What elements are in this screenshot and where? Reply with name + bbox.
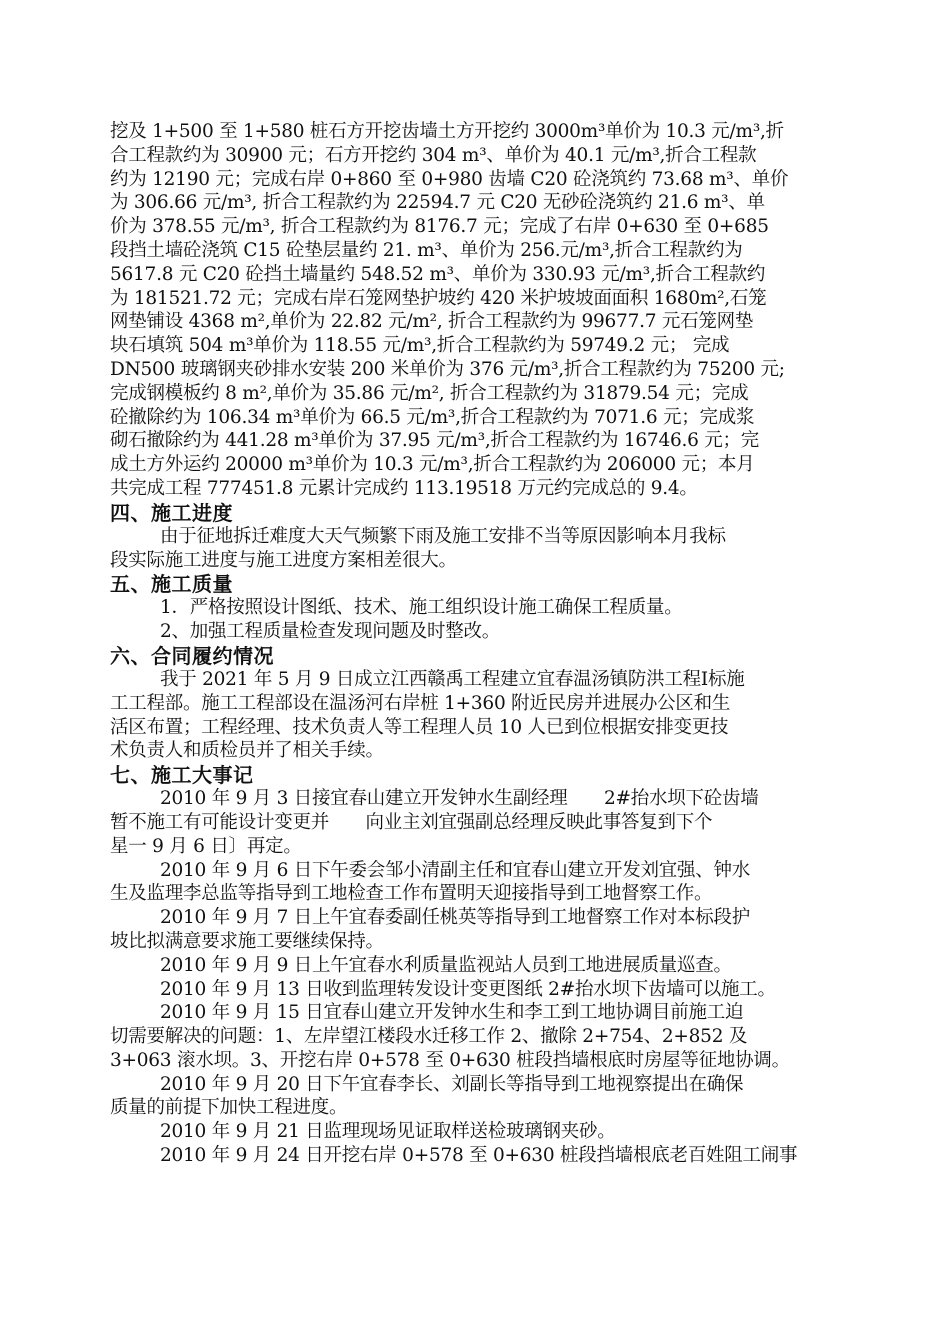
text-line: 约为 12190 元；完成右岸 0+860 至 0+980 齿墙 C20 砼浇筑约 73.68 m³、单价 [110, 168, 789, 190]
event-line: 2010 年 9 月 20 日下午宜春李长、刘副长等指导到工地视察提出在确保 [160, 1073, 744, 1095]
event-line: 生及监理李总监等指导到工地检查工作布置明天迎接指导到工地督察工作。 [110, 883, 713, 905]
text-line: 成土方外运约 20000 m³单价为 10.3 元/m³,折合工程款约为 206000 元；本月 [110, 454, 755, 476]
text-line: 合工程款约为 30900 元；石方开挖约 304 m³、单价为 40.1 元/m³,折合工程款 [110, 144, 757, 166]
text-line: 块石填筑 504 m³单价为 118.55 元/m³,折合工程款约为 59749.2 元； 完成 [110, 335, 730, 357]
event-line: 3+063 滚水坝。3、开挖右岸 0+578 至 0+630 桩段挡墙根底时房屋等征地协调。 [110, 1049, 790, 1071]
event-line: 质量的前提下加快工程进度。 [110, 1097, 348, 1119]
event-line: 2010 年 9 月 7 日上午宜春委副任桃英等指导到工地督察工作对本标段护 [160, 907, 751, 929]
text-line: 砼撤除约为 106.34 m³单价为 66.5 元/m³,折合工程款约为 7071.6 元；完成浆 [110, 406, 755, 428]
event-line: 2010 年 9 月 6 日下午委会邹小清副主任和宜春山建立开发刘宜强、钟水 [160, 859, 751, 881]
text-line: 活区布置；工程经理、技术负责人等工程理人员 10 人已到位根据安排变更技 [110, 716, 729, 738]
text-line: 网垫铺设 4368 m²,单价为 22.82 元/m², 折合工程款约为 99677.7 元石笼网垫 [110, 311, 754, 333]
text-line: 术负责人和质检员并了相关手续。 [110, 740, 384, 762]
text-line: 砌石撤除约为 441.28 m³单价为 37.95 元/m³,折合工程款约为 16746.6 元；完 [110, 430, 760, 452]
text-line: DN500 玻璃钢夹砂排水安装 200 米单价为 376 元/m³,折合工程款约为 75200 元; [110, 358, 785, 380]
text-line: 价为 378.55 元/m³, 折合工程款约为 8176.7 元；完成了右岸 0+630 至 0+685 [110, 216, 769, 238]
section-heading-contract: 六、合同履约情况 [110, 643, 274, 668]
events-list [110, 787, 858, 1168]
text-line: 5617.8 元 C20 砼挡土墙量约 548.52 m³、单价为 330.93 元/m³,折合工程款约 [110, 263, 766, 285]
event-line: 2010 年 9 月 15 日宜春山建立开发钟水生和李工到工地协调目前施工迫 [160, 1002, 744, 1024]
text-line: 由于征地拆迁难度大天气频繁下雨及施工安排不当等原因影响本月我标 [160, 525, 726, 547]
event-line: 2010 年 9 月 24 日开挖右岸 0+578 至 0+630 桩段挡墙根底老百姓阻工闹事 [160, 1145, 798, 1167]
text-line: 段实际施工进度与施工进度方案相差很大。 [110, 549, 457, 571]
event-line: 坡比拟满意要求施工要继续保持。 [110, 930, 384, 952]
text-line: 共完成工程 777451.8 元累计完成约 113.19518 万元约完成总的 9.4。 [110, 477, 698, 499]
text-line: 段挡土墙砼浇筑 C15 砼垫层量约 21. m³、单价为 256.元/m³,折合工程款约为 [110, 239, 743, 261]
text-line: 我于 2021 年 5 月 9 日成立江西赣禹工程建立宜春温汤镇防洪工程Ⅰ标施 [160, 668, 745, 690]
event-line: 星一 9 月 6 日〕再定。 [110, 835, 302, 857]
section-heading-quality: 五、施工质量 [110, 572, 233, 597]
list-item: 2、加强工程质量检查发现问题及时整改。 [160, 621, 501, 643]
event-line: 切需要解决的问题：1、左岸望江楼段水迁移工作 2、撤除 2+754、2+852 及 [110, 1026, 748, 1048]
document-page [110, 120, 858, 1168]
event-line: 暂不施工有可能设计变更并 向业主刘宜强副总经理反映此事答复到下个 [110, 811, 713, 833]
text-line: 工工程部。施工工程部设在温汤河右岸桩 1+360 附近民房并进展办公区和生 [110, 692, 731, 714]
cost-paragraph [110, 120, 858, 501]
event-line: 2010 年 9 月 9 日上午宜春水利质量监视站人员到工地进展质量巡查。 [160, 954, 732, 976]
event-line: 2010 年 9 月 13 日收到监理转发设计变更图纸 2#抬水坝下齿墙可以施工。 [160, 978, 776, 1000]
event-line: 2010 年 9 月 3 日接宜春山建立开发钟水生副经理 2#抬水坝下砼齿墙 [160, 788, 759, 810]
list-item: 1．严格按照设计图纸、技术、施工组织设计施工确保工程质量。 [160, 597, 683, 619]
progress-paragraph [110, 525, 858, 573]
text-line: 完成钢模板约 8 m²,单价为 35.86 元/m², 折合工程款约为 31879.54 元；完成 [110, 382, 749, 404]
event-line: 2010 年 9 月 21 日监理现场见证取样送检玻璃钢夹砂。 [160, 1121, 616, 1143]
text-line: 为 306.66 元/m³, 折合工程款约为 22594.7 元 C20 无砂砼浇筑约 21.6 m³、单 [110, 192, 765, 214]
contract-paragraph [110, 668, 858, 763]
section-heading-events: 七、施工大事记 [110, 763, 254, 788]
text-line: 挖及 1+500 至 1+580 桩石方开挖齿墙土方开挖约 3000m³单价为 10.3 元/m³,折 [110, 121, 784, 142]
quality-list [110, 596, 858, 644]
section-heading-progress: 四、施工进度 [110, 500, 233, 525]
text-line: 为 181521.72 元；完成右岸石笼网垫护坡约 420 米护坡坡面面积 1680m²,石笼 [110, 287, 767, 309]
